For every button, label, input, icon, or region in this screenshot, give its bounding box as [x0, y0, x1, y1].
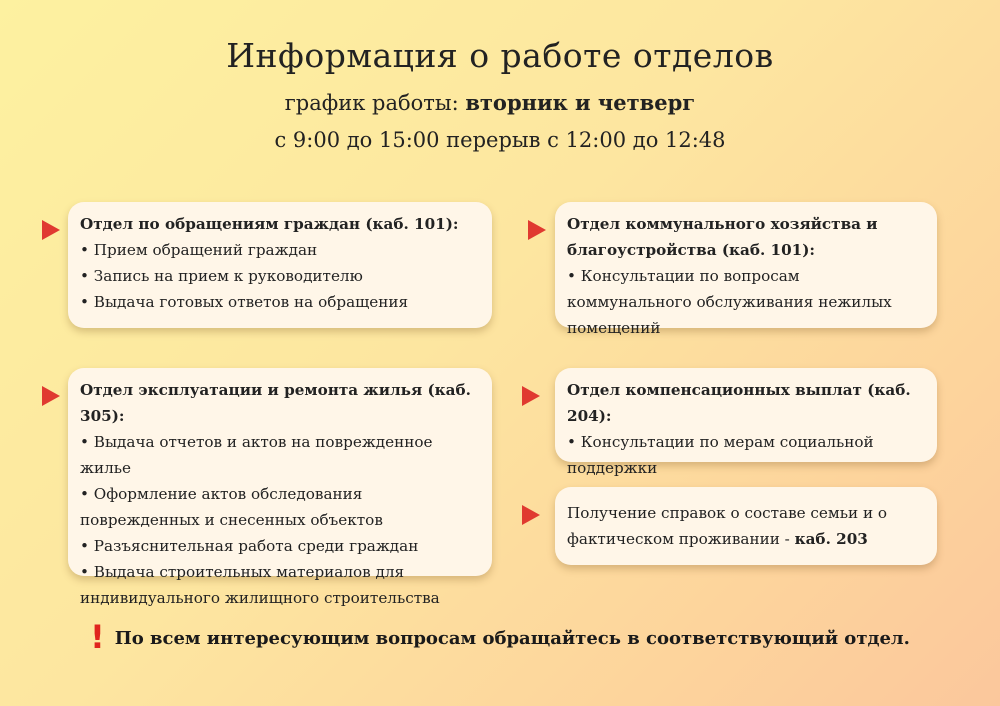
list-item: • Прием обращений граждан [80, 237, 480, 263]
certificates-card [555, 487, 937, 565]
list-item: • Консультации по вопросам коммунального обслуживания нежилых помещений [567, 263, 925, 341]
list-item: • Выдача отчетов и актов на поврежденное жилье [80, 429, 480, 481]
list-item: • Оформление актов обследования поврежденных и снесенных объектов [80, 481, 480, 533]
department-card-compensation [555, 368, 937, 477]
list-item: • Выдача готовых ответов на обращения [80, 289, 480, 315]
department-heading: Отдел эксплуатации и ремонта жилья (каб. 305): [80, 381, 471, 425]
certificates-room: каб. 203 [794, 530, 868, 548]
department-items [80, 237, 480, 315]
list-item: • Запись на прием к руководителю [80, 263, 480, 289]
arrow-right-icon [42, 220, 60, 240]
exclamation-icon: ! [90, 618, 105, 656]
certificates-text: Получение справок о составе семьи и о фактическом проживании - [567, 504, 888, 548]
schedule-label: график работы: [284, 91, 466, 115]
footer-text: По всем интересующим вопросам обращайтесь в соответствующий отдел. [114, 628, 910, 649]
department-card-communal [555, 202, 937, 337]
list-item: • Консультации по мерам социальной поддержки [567, 429, 925, 481]
department-items [567, 263, 925, 341]
arrow-right-icon [522, 505, 540, 525]
schedule-hours: с 9:00 до 15:00 перерыв с 12:00 до 12:48 [274, 128, 726, 152]
department-heading: Отдел компенсационных выплат (каб. 204): [567, 381, 911, 425]
department-heading: Отдел по обращениям граждан (каб. 101): [80, 215, 459, 233]
arrow-right-icon [528, 220, 546, 240]
department-items [80, 429, 480, 611]
schedule-days [0, 90, 1000, 115]
department-heading: Отдел коммунального хозяйства и благоустройства (каб. 101): [567, 215, 878, 259]
list-item: • Разъяснительная работа среди граждан [80, 533, 480, 559]
page-title: Информация о работе отделов [226, 36, 774, 75]
department-items [567, 429, 925, 481]
footer-note [0, 618, 1000, 656]
department-card-housing [68, 368, 492, 607]
list-item: • Выдача строительных материалов для индивидуального жилищного строительства [80, 559, 480, 611]
department-card-citizens [68, 202, 492, 328]
arrow-right-icon [42, 386, 60, 406]
schedule-days-value: вторник и четверг [465, 90, 696, 115]
arrow-right-icon [522, 386, 540, 406]
